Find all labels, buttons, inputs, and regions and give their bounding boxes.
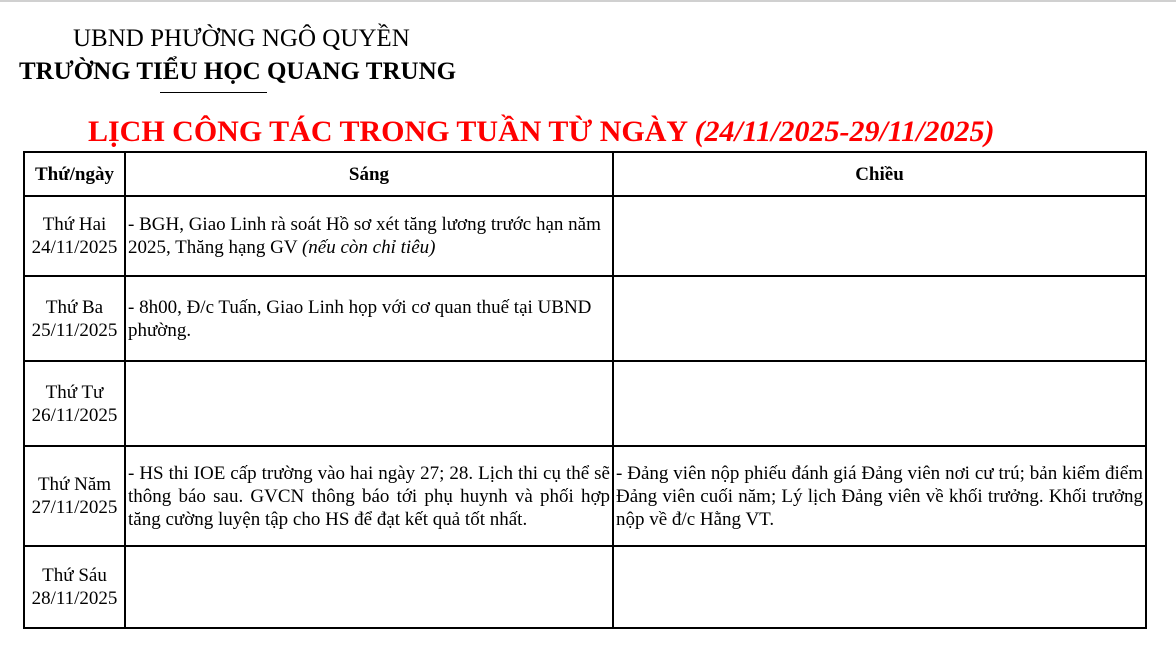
header-morning: Sáng	[125, 152, 613, 196]
schedule-title-main: LỊCH CÔNG TÁC TRONG TUẦN TỪ NGÀY	[88, 115, 687, 148]
weekly-schedule-table	[23, 151, 1147, 629]
morning-cell	[125, 361, 613, 446]
afternoon-cell: - Đảng viên nộp phiếu đánh giá Đảng viên nơi cư trú; bản kiểm điểm Đảng viên cuối năm; Lý lịch Đảng viên về khối trưởng. Khối trưởng nộp về đ/c Hằng VT.	[613, 446, 1146, 546]
afternoon-cell	[613, 361, 1146, 446]
table-row	[24, 446, 1146, 546]
day-cell	[24, 361, 125, 446]
weekday-label: Thứ Tư	[45, 381, 104, 403]
top-border-line	[0, 0, 1176, 2]
table-header-row	[24, 152, 1146, 196]
school-name: TRƯỜNG TIỂU HỌC QUANG TRUNG	[19, 58, 457, 85]
afternoon-cell	[613, 276, 1146, 361]
date-label: 27/11/2025	[31, 497, 118, 518]
morning-cell: - HS thi IOE cấp trường vào hai ngày 27; 28. Lịch thi cụ thể sẽ thông báo sau. GVCN thông báo tới phụ huynh và phối hợp tăng cường luyện tập cho HS để đạt kết quả tốt nhất.	[125, 446, 613, 546]
weekday-label: Thứ Năm	[37, 474, 112, 495]
day-cell	[24, 276, 125, 361]
day-cell	[24, 196, 125, 276]
date-label: 26/11/2025	[31, 404, 118, 426]
date-label: 25/11/2025	[31, 319, 118, 341]
morning-cell	[125, 196, 613, 276]
weekday-label: Thứ Hai	[42, 214, 107, 235]
schedule-title	[88, 114, 994, 150]
header-afternoon: Chiều	[613, 152, 1146, 196]
afternoon-cell	[613, 196, 1146, 276]
organization-name: UBND PHƯỜNG NGÔ QUYỀN	[73, 25, 410, 52]
morning-cell: - 8h00, Đ/c Tuấn, Giao Linh họp với cơ quan thuế tại UBND phường.	[125, 276, 613, 361]
day-cell	[24, 446, 125, 546]
morning-note: (nếu còn chỉ tiêu)	[301, 237, 436, 258]
header-day: Thứ/ngày	[24, 152, 125, 196]
schedule-title-date-range: (24/11/2025-29/11/2025)	[694, 115, 995, 148]
date-label: 24/11/2025	[31, 237, 118, 258]
table-row	[24, 361, 1146, 446]
table-row	[24, 546, 1146, 628]
date-label: 28/11/2025	[31, 588, 118, 609]
weekday-label: Thứ Ba	[45, 296, 104, 318]
table-row	[24, 196, 1146, 276]
morning-text: - BGH, Giao Linh rà soát Hồ sơ xét tăng lương trước hạn năm 2025, Thăng hạng GV	[128, 214, 601, 258]
day-cell	[24, 546, 125, 628]
morning-cell	[125, 546, 613, 628]
school-name-underline	[160, 92, 267, 93]
weekday-label: Thứ Sáu	[42, 565, 107, 586]
afternoon-cell	[613, 546, 1146, 628]
table-row	[24, 276, 1146, 361]
